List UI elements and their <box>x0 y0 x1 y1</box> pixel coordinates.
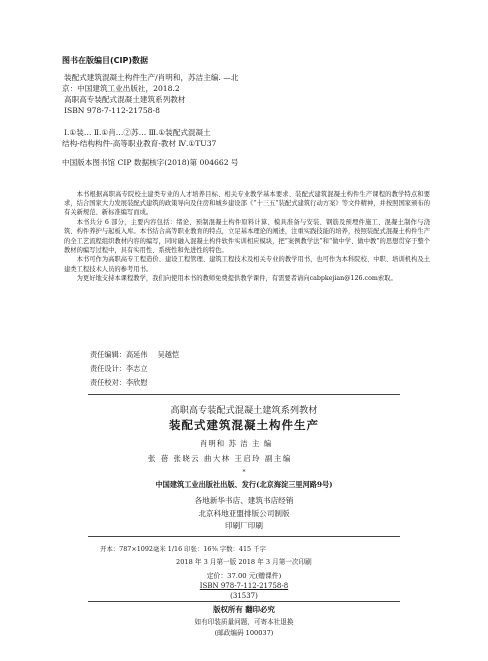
cip-line-1: 装配式建筑混凝土构件生产/肖明和，苏洁主编. —北 <box>64 73 239 82</box>
isbn-line: ISBN 978-7-112-21758-8 <box>199 582 289 590</box>
deputy-editors: 张 蓓 张晓云 曲大林 王启玲 副主编 <box>148 454 292 463</box>
cip-line-2: 京：中国建筑工业出版社，2018.2 <box>62 84 180 93</box>
cip-line-3: 高职高专装配式混凝土建筑系列教材 <box>64 95 186 104</box>
divider-top <box>88 394 400 395</box>
responsible-editors <box>90 350 179 360</box>
summary-paragraph: 为更好地支持本课程教学，我们向使用本书的教师免费提供教学课件，有需要者请向cabpkejian@126.com索取。 <box>76 275 397 283</box>
quality-note: 如有印装质量问题，可寄本社退换 <box>194 618 294 626</box>
proofreader-name: 李欣慰 <box>125 378 148 387</box>
cip-line-5: Ⅰ.①装… Ⅱ.①肖…②苏… Ⅲ.①装配式混凝土 <box>64 128 211 137</box>
publisher-line: 中国建筑工业出版社出版、发行(北京海淀三里河路9号) <box>155 480 333 489</box>
printer-line: 印刷厂印刷 <box>225 521 263 530</box>
price-line: 定价：37.00 元(赠课件) <box>206 572 282 580</box>
book-title: 装配式建筑混凝土构件生产 <box>169 418 319 432</box>
divider-bottom <box>88 601 400 602</box>
cip-line-6: 结构-结构构件-高等职业教育-教材 Ⅳ.①TU37 <box>62 139 217 148</box>
content-summary <box>64 190 430 284</box>
series-title: 高职高专装配式混凝土建筑系列教材 <box>170 405 318 416</box>
cip-library-note: 中国版本图书馆 CIP 数据核字(2018)第 004662 号 <box>62 158 239 167</box>
cip-heading: 图书在版编目(CIP)数据 <box>62 56 149 65</box>
chief-editors: 肖明和 苏 洁 主 编 <box>200 439 273 448</box>
separator-star: * <box>242 469 246 476</box>
book-code: (31537) <box>230 592 258 600</box>
rights-notice: 版权所有 翻印必究 <box>213 605 275 614</box>
responsible-designer <box>90 364 148 374</box>
distributor-line: 各地新华书店、建筑书店经销 <box>194 496 294 505</box>
format-specs: 开本：787×1092毫米 1/16 印张：16⅜ 字数：415 千字 <box>100 545 266 553</box>
summary-paragraph: 本书可作为高职高专工程造价、建设工程管理、建筑工程技术及相关专业的教学用书，也可作为本科院校、中职、培训机构及土建类工程技术人员的参考用书。 <box>64 256 430 273</box>
edition-line: 2018 年 3 月第一版 2018 年 3 月第一次印刷 <box>176 558 312 566</box>
divider-middle <box>88 536 400 537</box>
editor-name: 高延伟 <box>125 350 148 359</box>
designer-name: 李志立 <box>125 364 148 373</box>
editor-name: 吴越恺 <box>157 350 180 359</box>
editor-label: 责任编辑： <box>90 350 126 359</box>
designer-label: 责任设计： <box>90 364 126 373</box>
cip-line-4: ISBN 978-7-112-21758-8 <box>64 106 160 115</box>
typesetter-line: 北京科地亚盟排版公司制版 <box>198 509 290 518</box>
summary-paragraph: 本书根据高职高专院校土建类专业的人才培养目标、相关专业教学基本要求、装配式建筑混凝土构件生产课程的教学特点和要求，结合国家大力发展装配式建筑的政策导向及住房和城乡建设部《“十三五”装配式建筑行动方案》等文件精神，并按照国家颁布的有关新规范、新标准编写而成。 <box>64 191 430 217</box>
summary-paragraph: 本书共分 6 部分，主要内容包括：绪论、预制混凝土构件原料计算、模具准备与安装、钢筋及预埋件施工、混凝土制作与浇筑、构件养护与起板入库。本书结合高等职业教育的特点，立足基本理论的阐述，注重实践技能的培养，按照装配式混凝土构件生产的全工艺流程组织教材内容的编写，同时融入混凝土构件软件实训相应模块，把“案例教学法”和“做中学、做中教”的思想贯穿于整个教材的编写过程中，具有实用性、系统性和先进性的特色。 <box>64 219 430 254</box>
proofreader-label: 责任校对： <box>90 378 126 387</box>
responsible-proofreader <box>90 378 148 388</box>
postal-code: (邮政编码 100037) <box>214 629 274 637</box>
